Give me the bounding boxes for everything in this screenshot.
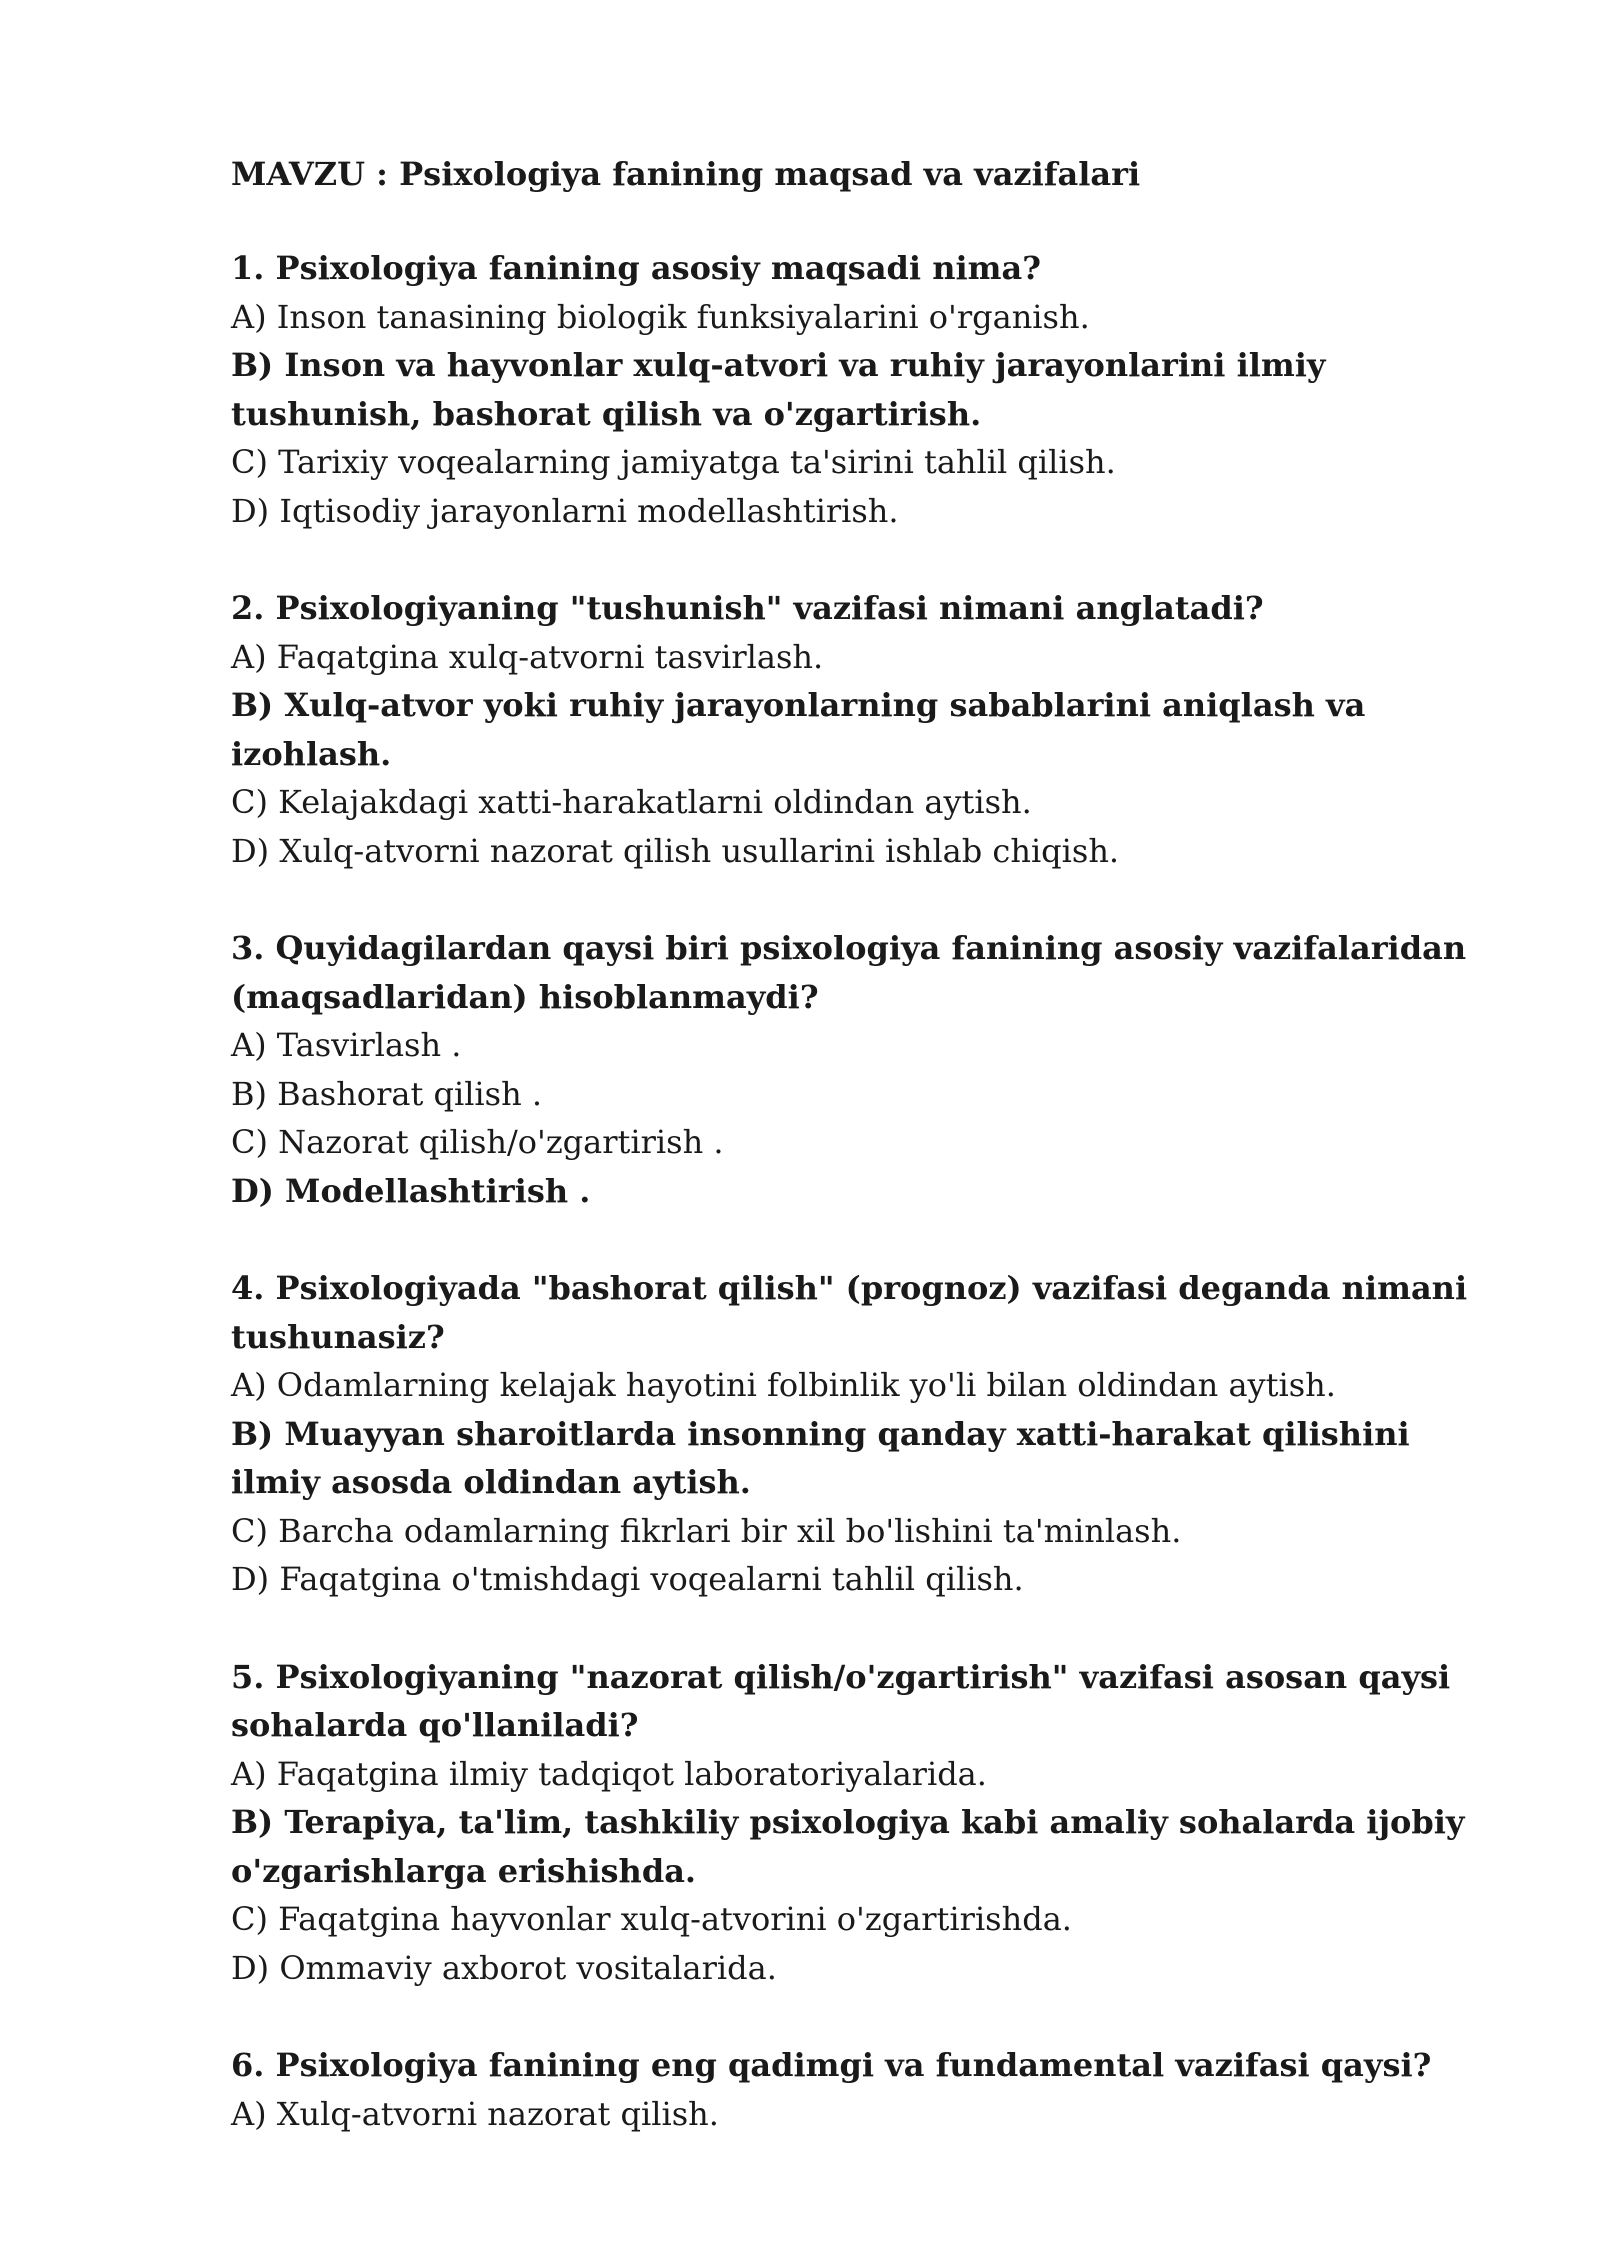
answer-option: D) Iqtisodiy jarayonlarni modellashtirish. <box>231 491 899 530</box>
answer-option: D) Faqatgina o'tmishdagi voqealarni tahlil qilish. <box>231 1560 1024 1598</box>
question-text: 6. Psixologiya fanining eng qadimgi va fundamental vazifasi qaysi? <box>231 2046 1432 2084</box>
question-text: 3. Quyidagilardan qaysi biri psixologiya fanining asosiy vazifalaridan (maqsadlaridan) hisoblanmaydi? <box>231 929 1467 1016</box>
question-text: 2. Psixologiyaning "tushunish" vazifasi nimani anglatadi? <box>231 589 1264 627</box>
answer-option: A) Inson tanasining biologik funksiyalarini o'rganish. <box>231 297 1090 336</box>
question-list <box>231 244 1471 2138</box>
question-block-5 <box>231 1653 1471 1993</box>
answer-option-correct: B) Terapiya, ta'lim, tashkiliy psixologiya kabi amaliy sohalarda ijobiy o'zgarishlarga erishishda. <box>231 1803 1465 1890</box>
answer-option-correct: B) Muayyan sharoitlarda insonning qanday xatti-harakat qilishini ilmiy asosda oldindan aytish. <box>231 1414 1410 1501</box>
question-text: 5. Psixologiyaning "nazorat qilish/o'zgartirish" vazifasi asosan qaysi sohalarda qo'llaniladi? <box>231 1657 1451 1744</box>
question-block-2 <box>231 584 1471 875</box>
answer-option: C) Tarixiy voqealarning jamiyatga ta'sirini tahlil qilish. <box>231 443 1116 481</box>
question-text: 1. Psixologiya fanining asosiy maqsadi nima? <box>231 249 1041 287</box>
answer-option-correct: B) Inson va hayvonlar xulq-atvori va ruhiy jarayonlarini ilmiy tushunish, bashorat qilish va o'zgartirish. <box>231 346 1326 433</box>
answer-option: C) Nazorat qilish/o'zgartirish . <box>231 1123 724 1161</box>
answer-option-correct: D) Modellashtirish . <box>231 1171 591 1210</box>
question-block-3 <box>231 924 1471 1215</box>
answer-option: A) Xulq-atvorni nazorat qilish. <box>231 2094 719 2133</box>
answer-option-correct: B) Xulq-atvor yoki ruhiy jarayonlarning sabablarini aniqlash va izohlash. <box>231 686 1366 773</box>
answer-option: A) Faqatgina ilmiy tadqiqot laboratoriyalarida. <box>231 1754 987 1793</box>
answer-option: C) Faqatgina hayvonlar xulq-atvorini o'zgartirishda. <box>231 1900 1072 1938</box>
document-page <box>231 150 1471 2187</box>
question-block-1 <box>231 244 1471 535</box>
answer-option: A) Faqatgina xulq-atvorni tasvirlash. <box>231 637 824 676</box>
answer-option: C) Barcha odamlarning fikrlari bir xil bo'lishini ta'minlash. <box>231 1511 1182 1550</box>
answer-option: A) Tasvirlash . <box>231 1026 462 1064</box>
answer-option: A) Odamlarning kelajak hayotini folbinlik yo'li bilan oldindan aytish. <box>231 1366 1336 1404</box>
answer-option: C) Kelajakdagi xatti-harakatlarni oldindan aytish. <box>231 783 1032 821</box>
answer-option: B) Bashorat qilish . <box>231 1074 543 1113</box>
question-block-4 <box>231 1264 1471 1604</box>
document-title: MAVZU : Psixologiya fanining maqsad va vazifalari <box>231 155 1141 193</box>
question-text: 4. Psixologiyada "bashorat qilish" (prognoz) vazifasi deganda nimani tushunasiz? <box>231 1269 1468 1356</box>
question-block-6 <box>231 2041 1471 2138</box>
answer-option: D) Xulq-atvorni nazorat qilish usullarini ishlab chiqish. <box>231 831 1120 870</box>
answer-option: D) Ommaviy axborot vositalarida. <box>231 1948 777 1987</box>
